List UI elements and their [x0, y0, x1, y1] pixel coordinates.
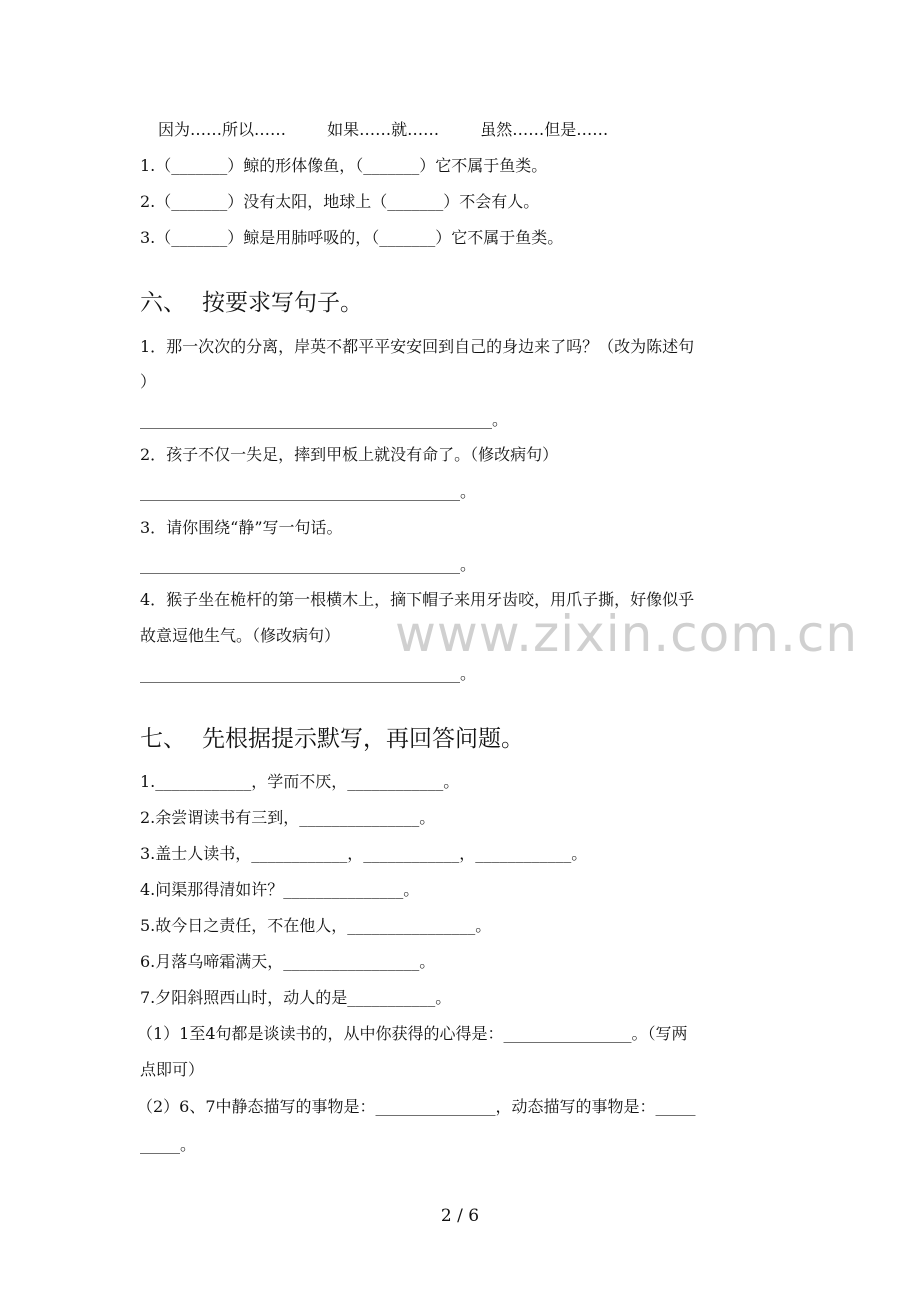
- section7-number: 七、: [140, 726, 186, 752]
- watermark: www.zixin.com.cn: [395, 605, 859, 663]
- fill-item-3: 3.（_______）鲸是用肺呼吸的，（_______）它不属于鱼类。: [140, 228, 564, 247]
- connective-3: 虽然……但是……: [480, 120, 609, 139]
- section6-line-3: 2．孩子不仅一失足，摔到甲板上就没有命了。（修改病句）: [140, 445, 559, 464]
- answer-blank-1: ____________________________________________。: [140, 410, 509, 429]
- dictation-line-5: 5.故今日之责任，不在他人，________________。: [140, 916, 492, 935]
- section6-number: 六、: [140, 290, 186, 316]
- connective-1: 因为……所以……: [158, 120, 287, 139]
- connective-2: 如果……就……: [327, 120, 440, 139]
- dictation-line-7: 7.夕阳斜照西山时，动人的是___________。: [140, 988, 452, 1007]
- answer-blank-4: ________________________________________。: [140, 664, 477, 683]
- section7-heading: [140, 725, 524, 753]
- question-2: （2）6、7中静态描写的事物是：_______________，动态描写的事物是：_____: [137, 1097, 696, 1116]
- section6-line-1: 1．那一次次的分离，岸英不都平平安安回到自己的身边来了吗？（改为陈述句: [140, 337, 695, 356]
- section6-line-4: 3．请你围绕“静”写一句话。: [140, 518, 343, 537]
- fill-item-1: 1.（_______）鲸的形体像鱼，（_______）它不属于鱼类。: [140, 156, 548, 175]
- dictation-line-2: 2.余尝谓读书有三到，_______________。: [140, 808, 436, 827]
- dictation-line-1: 1.____________，学而不厌，____________。: [140, 772, 460, 791]
- section6-heading: [140, 289, 363, 317]
- section6-line-5: 4．猴子坐在桅杆的第一根横木上，摘下帽子来用牙齿咬，用爪子撕，好像似乎: [140, 590, 695, 609]
- question-1: （1）1至4句都是谈读书的，从中你获得的心得是：________________。（写两: [137, 1024, 688, 1043]
- answer-blank-2: ________________________________________。: [140, 482, 477, 501]
- question-2-cont: _____。: [140, 1135, 197, 1154]
- fill-item-2: 2.（_______）没有太阳，地球上（_______）不会有人。: [140, 192, 540, 211]
- dictation-line-6: 6.月落乌啼霜满天，_________________。: [140, 952, 436, 971]
- connectives-row: [158, 120, 608, 140]
- section6-title: 按要求写句子。: [202, 290, 363, 316]
- answer-blank-3: ________________________________________。: [140, 555, 477, 574]
- question-1-cont: 点即可）: [140, 1060, 205, 1079]
- page-number: 2 / 6: [440, 1206, 480, 1226]
- section6-line-6: 故意逗他生气。（修改病句）: [140, 626, 341, 645]
- section7-title: 先根据提示默写，再回答问题。: [202, 726, 524, 752]
- section6-line-2: ）: [140, 372, 157, 391]
- dictation-line-4: 4.问渠那得清如许？_______________。: [140, 880, 420, 899]
- dictation-line-3: 3.盖士人读书，____________，____________，____________。: [140, 844, 588, 863]
